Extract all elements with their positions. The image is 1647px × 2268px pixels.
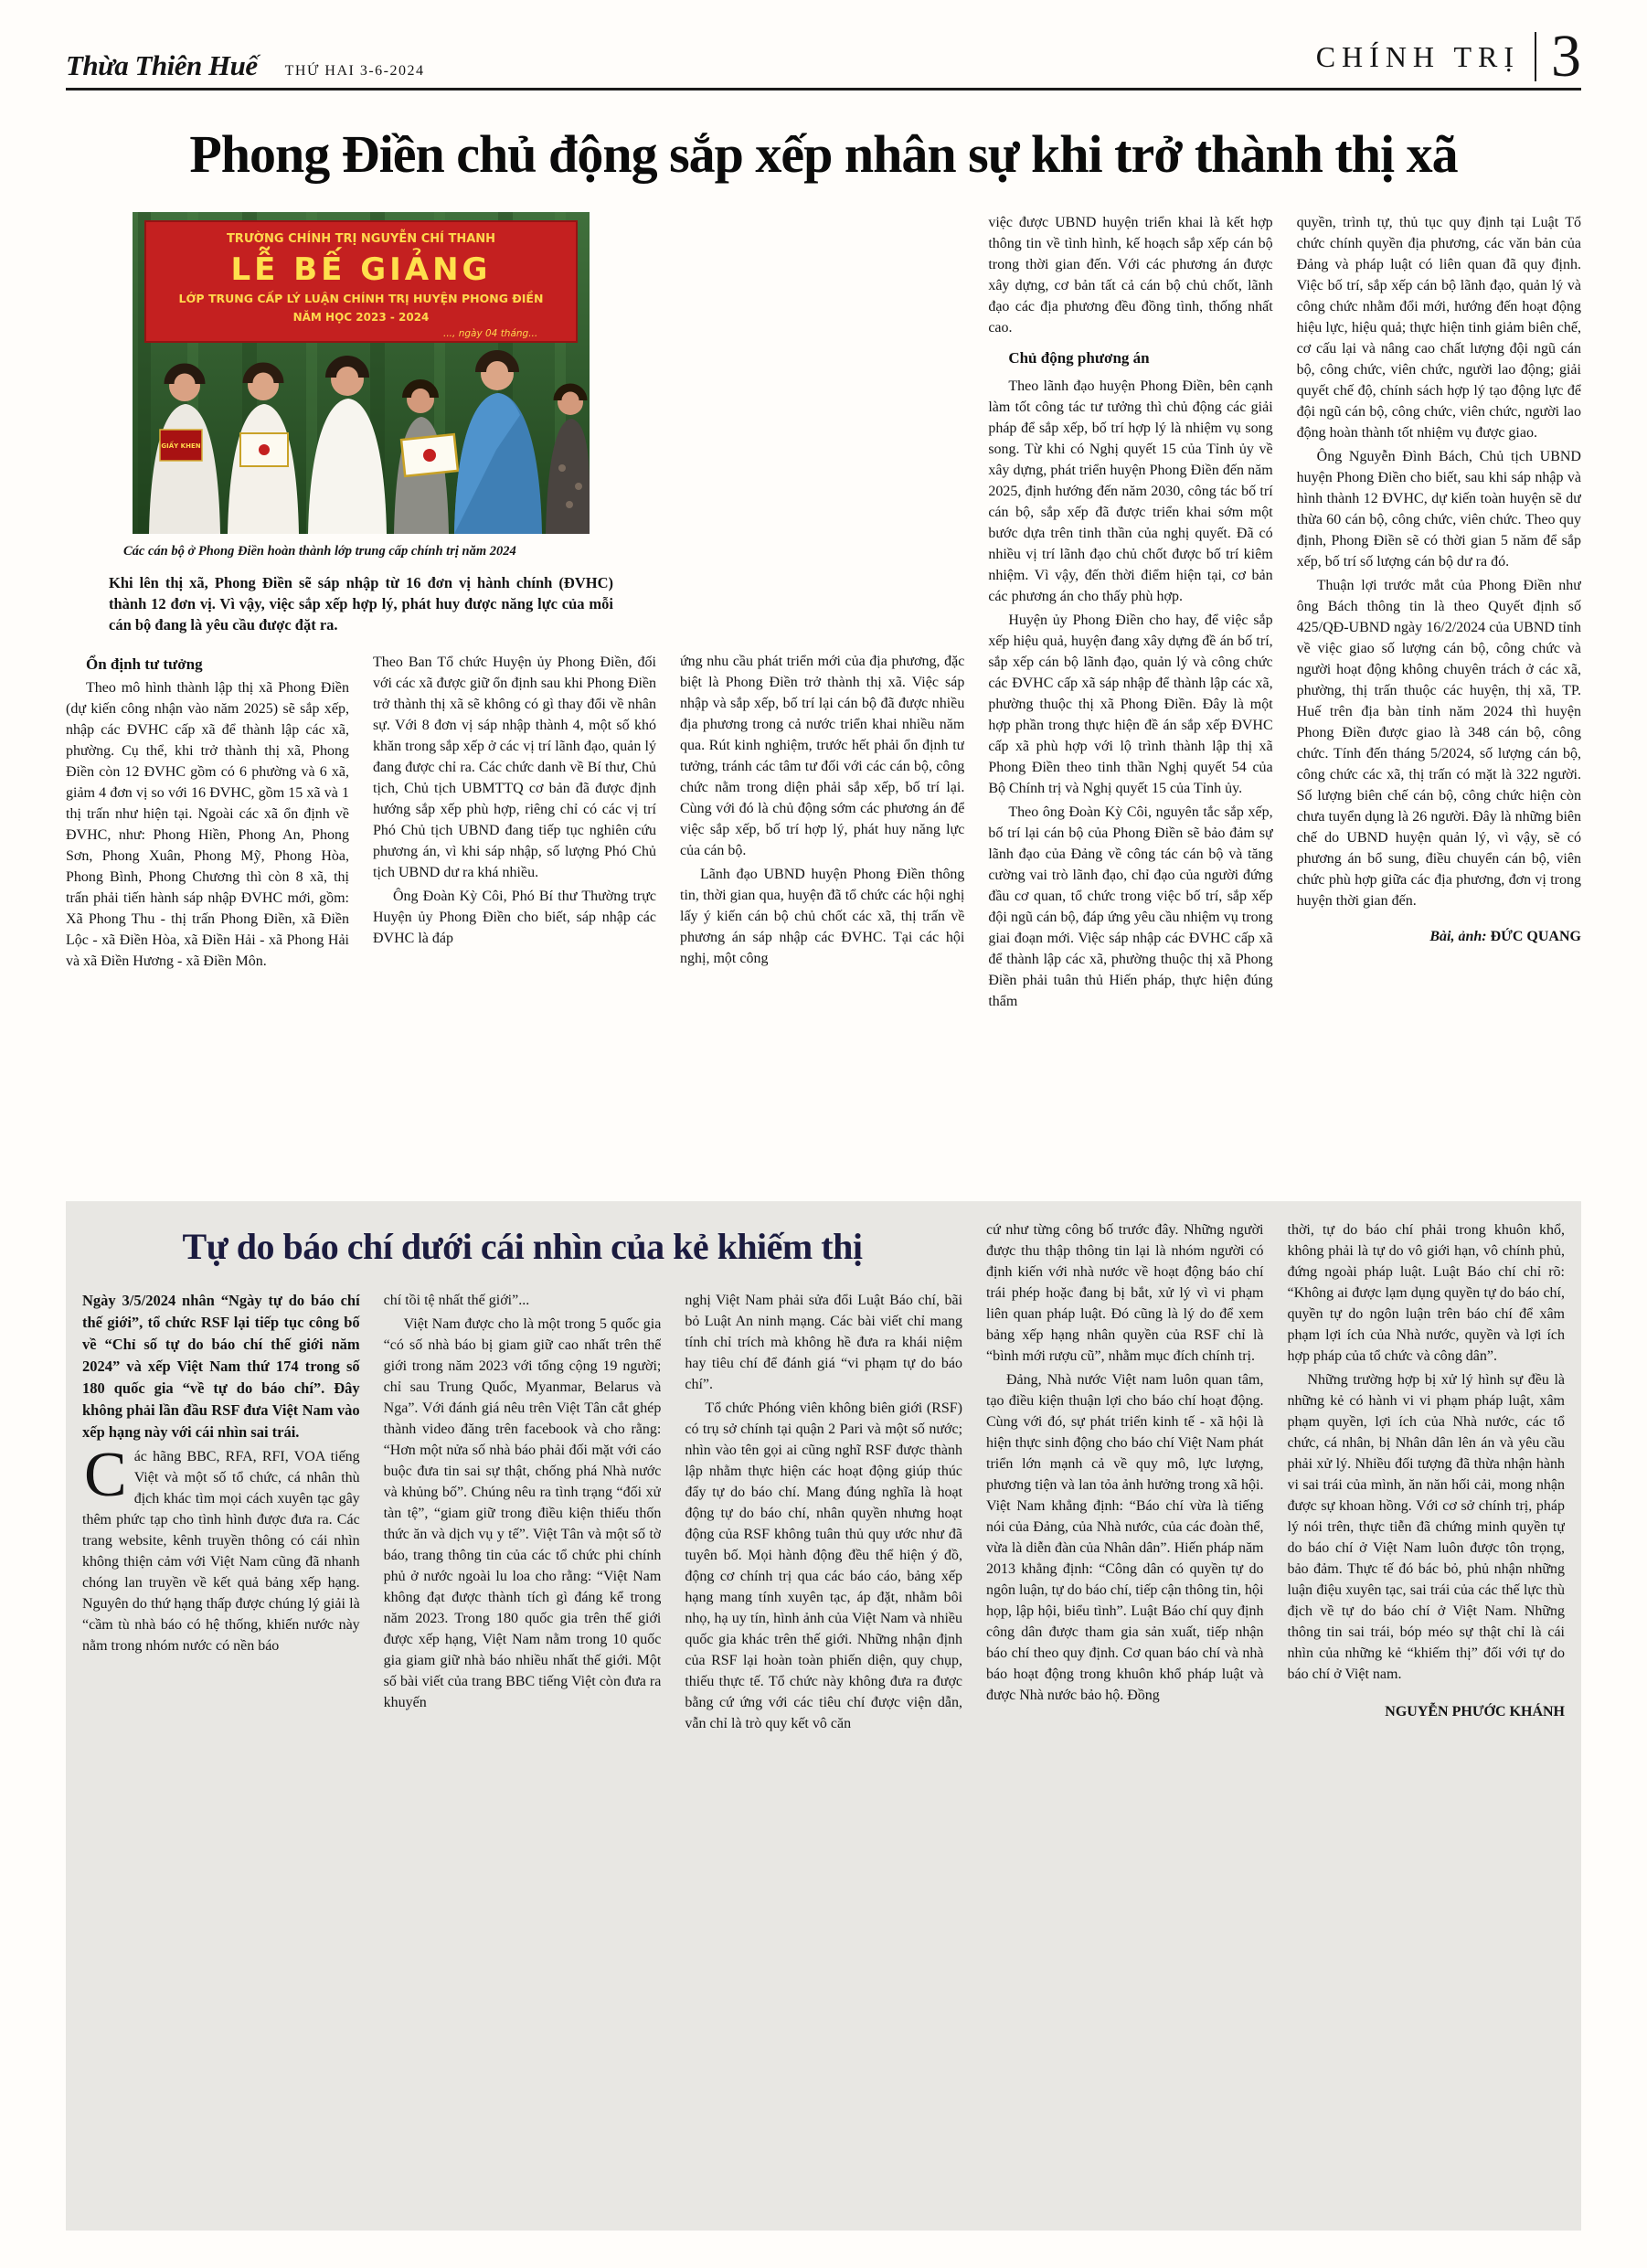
masthead-block xyxy=(66,49,425,82)
banner-school-line: TRƯỜNG CHÍNH TRỊ NGUYỄN CHÍ THANH xyxy=(226,232,496,247)
article1-column-5 xyxy=(1297,212,1581,1179)
body-paragraph: Ông Nguyễn Đình Bách, Chủ tịch UBND huyện Phong Điền cho biết, sau khi sáp nhập và hình thành 12 ĐVHC, dự kiến toàn huyện sẽ dư thừa 60 cán bộ, công chức, viên chức. Theo quy định, Phong Điền sẽ có thời gian 5 năm để sắp xếp, bố trí số lượng cán bộ dư ra đó. xyxy=(1296,449,1581,570)
body-paragraph: Huyện ủy Phong Điền cho hay, để việc sắp xếp hiệu quả, huyện đang xây dựng đề án bố trí, sắp xếp cán bộ lãnh đạo, quản lý và công chức các ĐVHC cấp xã sáp nhập để thành lập các xã, phường thuộc thị xã Phong Điền. Đây là một hợp phần trong thực hiện đề án sắp xếp ĐVHC cấp xã phù hợp với lộ trình thành lập thị xã Phong Điền theo tinh thần Nghị quyết 54 của Bộ Chính trị và Nghị quyết 15 của Tỉnh ủy. xyxy=(988,612,1273,797)
article1-subhead-1: Ổn định tư tưởng xyxy=(86,655,203,674)
body-paragraph: Theo lãnh đạo huyện Phong Điền, bên cạnh làm tốt công tác tư tưởng thì chủ động các giải pháp để sắp xếp, bố trí hợp lý là nhiệm vụ song song. Từ khi có Nghị quyết 15 của Tỉnh ủy về xây dựng, phát triển huyện Phong Điền đến năm 2025, định hướng đến năm 2030, công tác bố trí cán bộ, sắp xếp đã được triển khai sớm một bước dựa trên tinh thần của nghị quyết. Đã có nhiều vị trí lãnh đạo chủ chốt được bố trí kiêm nhiệm. Vì vậy, đến thời điểm hiện tại, cơ bản các phương án cho thấy phù hợp. xyxy=(988,378,1273,605)
body-paragraph: Theo Ban Tổ chức Huyện ủy Phong Điền, đối với các xã được giữ ổn định sau khi Phong Điền trở thành thị xã sẽ không có gì thay đổi về nhân sự. Với 8 đơn vị sáp nhập thành 4, một số khó khăn trong sắp xếp ở các vị trí lãnh đạo, quản lý đang được chỉ ra. Các chức danh về Bí thư, Chủ tịch, Chủ tịch UBMTTQ cơ bản đã được định hướng sắp xếp phù hợp, riêng chỉ có các vị trí Phó Chủ tịch UBND đang tiếp tục nghiên cứu phương án, vì khi sáp nhập, số lượng Phó Chủ tịch UBND dư ra khá nhiều. xyxy=(373,655,656,881)
banner-year-line: NĂM HỌC 2023 - 2024 xyxy=(292,311,430,325)
body-paragraph: Thuận lợi trước mắt của Phong Điền như ông Bách thông tin là theo Quyết định số 425/QĐ-UBND ngày 16/2/2024 của UBND tỉnh về việc giao số lượng cán bộ, công chức và người hoạt động không chuyên trách ở các xã, phường, thị trấn thuộc các huyện, thị xã, TP. Huế trên địa bàn tỉnh năm 2024 thì huyện Phong Điền được giao là 348 cán bộ, công chức. Tính đến tháng 5/2024, số lượng cán bộ, công chức các xã, thị trấn có mặt là 322 người. Số lượng biên chế cán bộ, công chức hiện còn chưa tuyển dụng là 26 người. Đây là những biên chế do UBND huyện quản lý, vì vậy, sẽ có phương án bổ sung, điều chuyển cán bộ, viên chức phù hợp giữa các địa phương, đơn vị trong huyện thời gian đến. xyxy=(1296,578,1581,910)
article1-headline: Phong Điền chủ động sắp xếp nhân sự khi trở thành thị xã xyxy=(189,124,1458,185)
article2-column-3 xyxy=(685,1290,962,2207)
body-paragraph xyxy=(82,1440,360,1656)
article1-column-4 xyxy=(988,212,1272,1179)
section-label: CHÍNH TRỊ xyxy=(1315,39,1520,73)
masthead-logo: Thừa Thiên Huế xyxy=(66,49,258,82)
ceremony-banner xyxy=(145,221,577,342)
article2-column-2 xyxy=(384,1290,662,2207)
paragraph-text: ác hãng BBC, RFA, RFI, VOA tiếng Việt và một số tổ chức, cá nhân thù địch khác tìm mọi cách xuyên tạc gây thêm phức tạp cho tình hình được đưa ra. Các trang website, kênh truyền thông có cái nhìn không thiện cảm với Việt Nam cũng đã nhanh chóng lan truyền về kết quả bảng xếp hạng. Nguyên do thứ hạng thấp được chúng lý giải là “cầm tù nhà báo có hệ thống, khiến nước này nằm trong nhóm nước có nền báo xyxy=(82,1449,360,1655)
article2-column-1 xyxy=(82,1290,360,2207)
body-paragraph: ứng nhu cầu phát triển mới của địa phương, đặc biệt là Phong Điền trở thành thị xã. Việc sáp nhập và sắp xếp, bố trí lại cán bộ đã được nhiều địa phương trong cả nước triển khai nhiều năm qua. Rút kinh nghiệm, trước hết phải ổn định tư tưởng, tránh các tâm tư đối với các cán bộ, công chức nằm trong diện phải sắp xếp, bố trí lại. Cùng với đó là chủ động sớm các phương án để việc sắp xếp, bố trí hợp lý, phát huy năng lực của cán bộ. xyxy=(680,654,965,859)
body-paragraph: Những trường hợp bị xử lý hình sự đều là những kẻ có hành vi vi phạm pháp luật, xâm phạm quyền, lợi ích của Nhà nước, các tổ chức, cá nhân, bị Nhân dân lên án và yêu cầu phải xử lý. Nhiều đối tượng đã thừa nhận hành vi sai trái của mình, ăn năn hối cải, mong nhận được sự khoan hồng. Với cơ sở chính trị, pháp lý nói trên, thực tiễn đã chứng minh quyền tự do báo chí ở Việt Nam luôn được tôn trọng, bảo đảm. Thực tế đó bác bỏ, phủ nhận những luận điệu xuyên tạc, sai trái của các thế lực thù địch về tự do báo chí ở Việt Nam. Những thông tin sai trái, bóp méo sự thật chỉ là cái nhìn của những kẻ “khiếm thị” đối với tự do báo chí ở Việt nam. xyxy=(1287,1372,1565,1683)
byline-author: ĐỨC QUANG xyxy=(1490,929,1581,945)
section-block xyxy=(1315,23,1581,90)
article1-column-3 xyxy=(680,212,964,1179)
body-paragraph: Tổ chức Phóng viên không biên giới (RSF) có trụ sở chính tại quận 2 Pari và một số nước; nhìn vào tên gọi ai cũng nghĩ RSF được thành lập nhằm thực hiện các hoạt động giúp thúc đẩy tự do báo chí. Mang đúng nghĩa là hoạt động tự do báo chí, nhân quyền nhưng hoạt động của RSF không tuân thủ quy ước như đã tuyên bố. Mọi hành động đều thể hiện ý đồ, động cơ chính trị qua các báo cáo, bảng xếp hạng mang tính xuyên tạc, áp đặt, nhằm bôi nhọ, hạ uy tín, hình ảnh của Việt Nam và nhiều quốc gia khác trên thế giới. Những nhận định của RSF lại hoàn toàn phiến diện, quy chụp, thiếu thực tế. Tổ chức này không đưa ra được bằng cứ ứng với các tiêu chí được viện dẫn, vẫn chỉ là trò quy kết vô căn xyxy=(685,1400,962,1732)
article2-left-columns xyxy=(82,1290,962,2207)
body-paragraph: chí tồi tệ nhất thế giới”... xyxy=(383,1293,530,1309)
article1-subhead-2: Chủ động phương án xyxy=(1008,349,1150,367)
issue-date: THỨ HAI 3-6-2024 xyxy=(284,63,425,80)
body-paragraph: việc được UBND huyện triển khai là kết hợp thông tin về tình hình, kế hoạch sắp xếp cán bộ trong thời gian đến. Với các phương án được xây dựng, cơ bản tất cả cán bộ chủ chốt, lãnh đạo các địa phương đều đồng tình, thống nhất cao. xyxy=(988,215,1273,336)
body-paragraph: Đảng, Nhà nước Việt nam luôn quan tâm, tạo điều kiện thuận lợi cho báo chí hoạt động. Cùng với đó, sự phát triển kinh tế - xã hội là hiện thực sinh động cho báo chí Việt Nam phát triển lớn mạnh cả về quy mô, lực lượng, phương tiện và lan tỏa ảnh hưởng trong xã hội. Việt Nam khẳng định: “Báo chí vừa là tiếng nói của Đảng, của Nhà nước, của các đoàn thể, vừa là diễn đàn của Nhân dân”. Hiến pháp năm 2013 khẳng định: “Công dân có quyền tự do ngôn luận, tự do báo chí, tiếp cận thông tin, hội họp, lập hội, biểu tình”. Luật Báo chí quy định công dân được tham gia sản xuất, tiếp nhận báo chí theo quy định. Cơ quan báo chí và nhà báo hoạt động trong khuôn khổ pháp luật và được Nhà nước bảo hộ. Đồng xyxy=(986,1372,1264,1704)
article2-lead: Ngày 3/5/2024 nhân “Ngày tự do báo chí thế giới”, tổ chức RSF lại tiếp tục công bố về “Chỉ số tự do báo chí thế giới năm 2024” và xếp Việt Nam thứ 174 trong số 180 quốc gia “về tự do báo chí”. Đây không phải lần đầu RSF đưa Việt Nam vào xếp hạng này với cái nhìn sai trái. xyxy=(82,1292,360,1442)
photo-caption: Các cán bộ ở Phong Điền hoàn thành lớp trung cấp chính trị năm 2024 xyxy=(123,544,516,559)
page-header xyxy=(66,23,1581,91)
body-paragraph: quyền, trình tự, thủ tục quy định tại Luật Tổ chức chính quyền địa phương, các văn bản của Đảng và pháp luật có liên quan đã quy định. Việc bố trí, sắp xếp cán bộ lãnh đạo, quản lý và công chức nhằm đổi mới, hướng đến hoạt động hiệu lực, hiệu quả; thực hiện tinh giảm biên chế, cơ cấu lại và nâng cao chất lượng đội ngũ cán bộ, công chức, viên chức, người lao động; giải quyết chế độ, chính sách hợp lý tạo động lực để đội ngũ cán bộ, công chức, viên chức, người lao động hoàn thành tốt nhiệm vụ được giao. xyxy=(1296,215,1581,442)
article1-column-1 xyxy=(66,652,349,1173)
banner-title: LỄ BẾ GIẢNG xyxy=(230,251,492,289)
banner-date-line: ..., ngày 04 tháng... xyxy=(443,328,538,340)
article2-box xyxy=(66,1201,1581,2231)
article1-photo xyxy=(133,212,590,534)
dropcap: C xyxy=(84,1440,127,1511)
article1-lower-columns xyxy=(66,652,656,1173)
article1-byline xyxy=(1297,926,1581,947)
article2-body xyxy=(82,1219,1565,2207)
article2-left-group xyxy=(82,1219,962,2207)
article1-lead: Khi lên thị xã, Phong Điền sẽ sáp nhập từ 16 đơn vị hành chính (ĐVHC) thành 12 đơn vị. Vì vậy, việc sắp xếp hợp lý, phát huy được năng lực của mỗi cán bộ đang là yêu cầu được đặt ra. xyxy=(109,574,613,634)
article1-column-2 xyxy=(373,652,656,1173)
body-paragraph: nghị Việt Nam phải sửa đổi Luật Báo chí, bãi bỏ Luật An ninh mạng. Các bài viết chỉ mang tính chỉ trích mà không hề đưa ra khái niệm hay tiêu chí để đánh giá “vi phạm tự do báo chí”. xyxy=(685,1293,962,1393)
article2-column-4 xyxy=(986,1219,1264,2207)
body-paragraph: Lãnh đạo UBND huyện Phong Điền thông tin, thời gian qua, huyện đã tổ chức các hội nghị lấy ý kiến cán bộ chủ chốt các xã, thị trấn về phương án sáp nhập các ĐVHC. Tại các hội nghị, một công xyxy=(680,867,965,967)
body-paragraph: Theo mô hình thành lập thị xã Phong Điền (dự kiến công nhận vào năm 2025) sẽ sắp xếp, nhập các ĐVHC cấp xã để thành lập các xã, phường. Cụ thể, khi trở thành thị xã, Phong Điền còn 12 ĐVHC gồm có 6 phường và 6 xã, giảm 4 đơn vị so với 16 ĐVHC, gồm 15 xã và 1 thị trấn như hiện tại. Ngoài các xã ổn định về ĐVHC, như: Phong Hiền, Phong An, Phong Sơn, Phong Xuân, Phong Mỹ, Phong Hòa, Phong Bình, Phong Chương thì còn 8 xã, thị trấn phải tiến hành sáp nhập ĐVHC mới, gồm: Xã Phong Thu - thị trấn Phong Điền, xã Điền Lộc - xã Điền Hòa, xã Điền Hải - xã Phong Hải và xã Điền Hương - xã Điền Môn. xyxy=(66,680,349,970)
certificate-label: GIẤY KHEN xyxy=(161,442,201,451)
banner-class-line: LỚP TRUNG CẤP LÝ LUẬN CHÍNH TRỊ HUYỆN PHONG ĐIỀN xyxy=(178,292,544,306)
body-paragraph: thời, tự do báo chí phải trong khuôn khổ, không phải là tự do vô giới hạn, vô chính phủ, đứng ngoài pháp luật. Luật Báo chí chỉ rõ: “Không ai được lạm dụng quyền tự do báo chí, quyền tự do ngôn luận trên báo chí để xâm phạm lợi ích của Nhà nước, quyền và lợi ích hợp pháp của tổ chức và công dân”. xyxy=(1287,1222,1565,1365)
page-number: 3 xyxy=(1551,23,1581,90)
article2-byline: NGUYỄN PHƯỚC KHÁNH xyxy=(1385,1704,1565,1720)
body-paragraph: Ông Đoàn Kỳ Côi, Phó Bí thư Thường trực Huyện ủy Phong Điền cho biết, sáp nhập các ĐVHC là đáp xyxy=(373,889,656,947)
article1-left-block xyxy=(66,212,656,1179)
body-paragraph: Việt Nam được cho là một trong 5 quốc gia “có số nhà báo bị giam giữ cao nhất trên thế giới trong năm 2023 với tổng cộng 19 người; chỉ sau Trung Quốc, Myanmar, Belarus và Nga”. Với đánh giá nêu trên Việt Tân cắt ghép thành video đăng trên facebook và cho rằng: “Hơn một nửa số nhà báo phải đối mặt với cáo buộc đưa tin sai sự thật, chống phá Nhà nước và khủng bố”. Chúng nêu ra tình trạng “đối xử tàn tệ”, “giam giữ trong điều kiện thiếu thốn thức ăn và dịch vụ y tế”. Việt Tân và một số tờ báo, trang thông tin của các tổ chức phi chính phủ ở nước ngoài lu loa cho rằng: “Việt Nam không đạt được thành tích gì đáng kể trong năm 2023. Trong 180 quốc gia trên thế giới được xếp hạng, Việt Nam nằm trong 10 quốc gia giam giữ nhà báo nhiều nhất thế giới. Một số bài viết của trang BBC tiếng Việt còn đưa ra khuyến xyxy=(383,1316,662,1711)
article1-body xyxy=(66,212,1581,1179)
article2-headline: Tự do báo chí dưới cái nhìn của kẻ khiếm thị xyxy=(182,1226,863,1268)
byline-label: Bài, ảnh: xyxy=(1429,929,1487,945)
body-paragraph: cứ như từng công bố trước đây. Những người được thu thập thông tin lại là nhóm người có định kiến với nhà nước về hoạt động báo chí trái phép hoặc đang bị bắt, xử lý vì vi phạm liên quan pháp luật. Đó cũng là lý do để xem bảng xếp hạng nhân quyền của RSF chỉ là “bình mới rượu cũ”, nhằm mục đích chính trị. xyxy=(986,1222,1264,1365)
body-paragraph: Theo ông Đoàn Kỳ Côi, nguyên tắc sắp xếp, bố trí lại cán bộ của Phong Điền sẽ bảo đảm sự lãnh đạo của Đảng về công tác cán bộ và tăng cường vai trò lãnh đạo, chỉ đạo của người đứng đầu cơ quan, tổ chức trong việc bố trí, sắp xếp đội ngũ cán bộ, đáp ứng yêu cầu nhiệm vụ trong giai đoạn mới. Việc sáp nhập các ĐVHC cấp xã để thành lập các xã, phường thuộc thị xã Phong Điền phải tuân thủ Hiến pháp, thực hiện đúng thẩm xyxy=(988,804,1273,1010)
header-divider xyxy=(1535,32,1536,81)
article2-column-5 xyxy=(1288,1219,1566,2207)
certificate xyxy=(401,434,458,476)
